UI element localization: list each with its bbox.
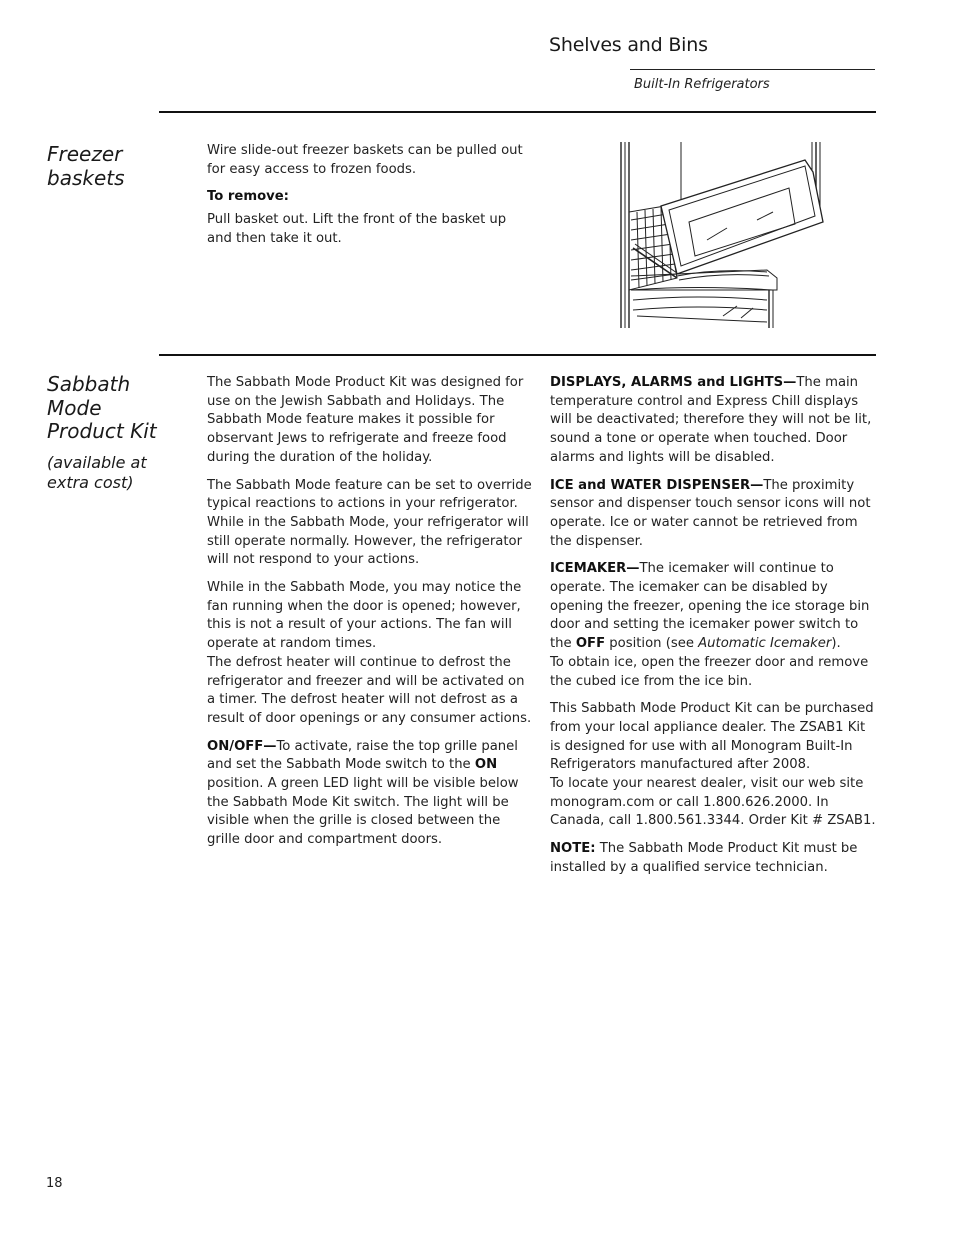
page-subtitle: Built-In Refrigerators xyxy=(634,77,770,92)
header-divider xyxy=(630,69,875,70)
freezer-intro: Wire slide-out freezer baskets can be pulled out for easy access to frozen foods. xyxy=(207,143,523,177)
freezer-section-heading xyxy=(47,143,125,190)
sabbath-intro-paragraph: The Sabbath Mode Product Kit was designed for use on the Jewish Sabbath and Holidays. The Sabbath Mode feature makes it possible for observant Jews to refrigerate and freeze food during the duration of the holiday. xyxy=(207,375,524,465)
note-label: NOTE: xyxy=(550,841,596,857)
automatic-icemaker-reference: Automatic Icemaker xyxy=(698,636,832,652)
icemaker-label: ICEMAKER— xyxy=(550,561,640,577)
fan-text: While in the Sabbath Mode, you may notice the fan running when the door is opened; however, this is not a result of your actions. The fan will operate at random times. xyxy=(207,580,522,652)
ice-water-paragraph: ICE and WATER DISPENSER—The proximity sensor and dispenser touch sensor icons will not operate. Ice or water cannot be retrieved from the dispenser. xyxy=(550,477,871,549)
sabbath-heading-line2: Mode xyxy=(47,395,102,420)
section-divider-freezer xyxy=(159,111,876,113)
sabbath-fan-defrost-paragraph xyxy=(207,579,533,729)
ice-water-label: ICE and WATER DISPENSER— xyxy=(550,477,764,493)
icemaker-paragraph: ICEMAKER—The icemaker will continue to operate. The icemaker can be disabled by opening the freezer, opening the ice storage bin door and setting the icemaker power switch to the OFF position (see Automatic Icemaker). To obtain ice, open the freezer door and remove the cubed ice from the ice bin. xyxy=(550,561,870,689)
section-divider-sabbath xyxy=(159,354,876,356)
note-paragraph: NOTE: The Sabbath Mode Product Kit must be installed by a qualified service technician. xyxy=(550,841,858,875)
freezer-body xyxy=(207,142,532,258)
onoff-paragraph: ON/OFF—To activate, raise the top grille panel and set the Sabbath Mode switch to the ON position. A green LED light will be visible below the Sabbath Mode Kit switch. The light will be visible when the grille is closed between the grille door and compartment doors. xyxy=(207,738,519,848)
onoff-label: ON/OFF— xyxy=(207,738,277,754)
sabbath-section-heading xyxy=(47,373,157,444)
page-section-title: Shelves and Bins xyxy=(549,34,708,56)
dealer-contact-text: To locate your nearest dealer, visit our web site monogram.com or call 1.800.626.2000. In Canada, call 1.800.561.3344. Order Kit # ZSAB1. xyxy=(550,776,876,829)
displays-paragraph: DISPLAYS, ALARMS and LIGHTS—The main temperature control and Express Chill displays will be deactivated; therefore they will not be lit, sound a tone or operate when touched. Door alarms and lights will be disabled. xyxy=(550,375,872,465)
page-number: 18 xyxy=(46,1176,63,1191)
freezer-basket-illustration xyxy=(617,140,839,330)
sabbath-heading-line1: Sabbath xyxy=(47,372,131,396)
obtain-ice-text: To obtain ice, open the freezer door and remove the cubed ice from the ice bin. xyxy=(550,654,869,689)
freezer-remove-heading: To remove: xyxy=(207,189,289,205)
sabbath-column-left xyxy=(207,374,533,859)
displays-label: DISPLAYS, ALARMS and LIGHTS— xyxy=(550,375,797,390)
purchase-paragraph: This Sabbath Mode Product Kit can be purchased from your local appliance dealer. The ZSAB1 Kit is designed for use with all Monogram Built-In Refrigerators manufactured after 2008. To locate your nearest dealer, visit our web site monogram.com or call 1.800.626.2000. In Canada, call 1.800.561.3344. Order Kit # ZSAB1. xyxy=(550,701,876,829)
sabbath-heading-line3: Product Kit xyxy=(47,419,157,443)
availability-line1: (available at xyxy=(47,453,147,472)
on-keyword: ON xyxy=(474,757,498,773)
off-keyword: OFF xyxy=(575,636,606,652)
defrost-text: The defrost heater will continue to defrost the refrigerator and freezer and will be activated on a timer. The defrost heater will not defrost as a result of door openings or any consumer actions. xyxy=(207,654,532,726)
sabbath-override-paragraph: The Sabbath Mode feature can be set to override typical reactions to actions in your refrigerator. While in the Sabbath Mode, your refrigerator will still operate normally. However, the refrigerator will not respond to your actions. xyxy=(207,477,532,568)
sabbath-column-right xyxy=(550,374,876,887)
availability-line2: extra cost) xyxy=(47,473,134,492)
freezer-remove-text: Pull basket out. Lift the front of the basket up and then take it out. xyxy=(207,212,507,246)
freezer-heading-line2: baskets xyxy=(47,165,125,190)
freezer-heading-line1: Freezer xyxy=(47,142,123,166)
sabbath-availability-note xyxy=(47,453,147,493)
